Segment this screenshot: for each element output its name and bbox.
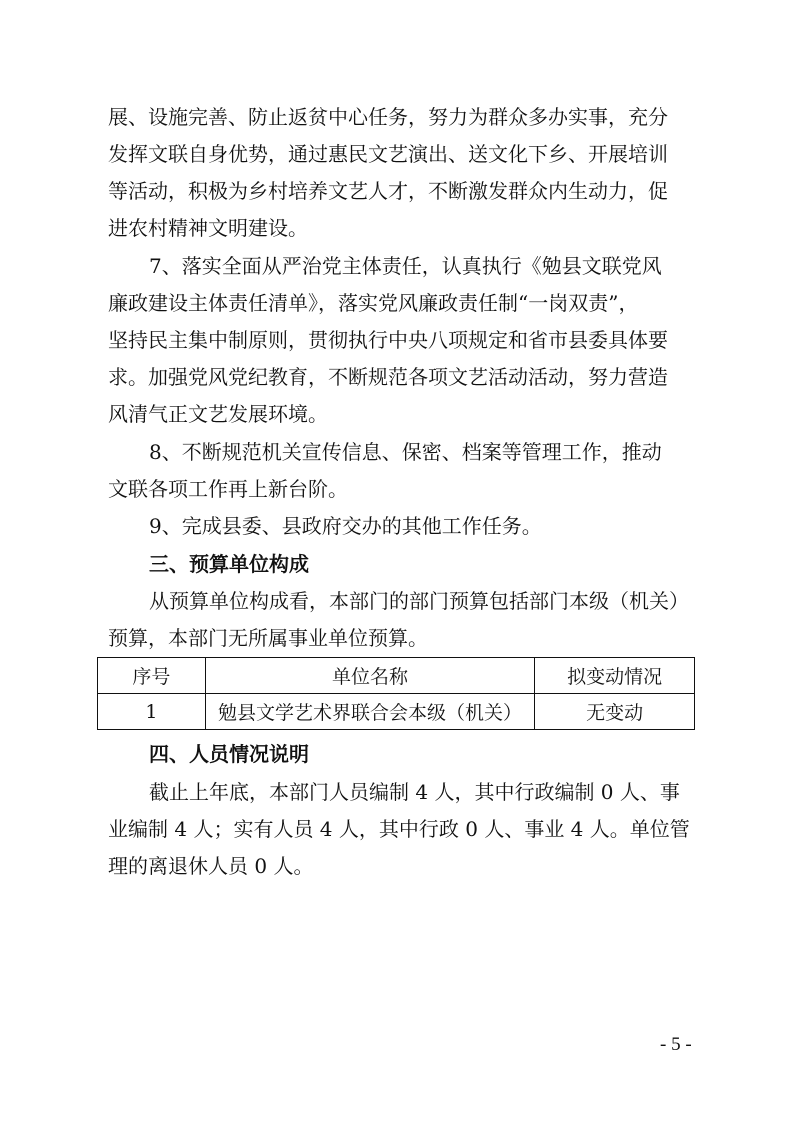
text-line: 8、不断规范机关宣传信息、保密、档案等管理工作，推动 bbox=[149, 440, 662, 464]
text-line: 求。加强党风党纪教育，不断规范各项文艺活动活动，努力营造 bbox=[108, 365, 668, 389]
text-line: 从预算单位构成看，本部门的部门预算包括部门本级（机关） bbox=[149, 589, 689, 613]
text-line: 业编制 4 人；实有人员 4 人，其中行政 0 人、事业 4 人。单位管 bbox=[108, 817, 690, 841]
paragraph-item-7 bbox=[108, 248, 698, 433]
paragraph-budget-units bbox=[108, 583, 698, 657]
table-cell: 1 bbox=[98, 694, 206, 730]
paragraph-personnel bbox=[108, 774, 698, 885]
paragraph-item-9 bbox=[108, 508, 698, 545]
paragraph-continued bbox=[108, 99, 698, 247]
text-line: 等活动，积极为乡村培养文艺人才，不断激发群众内生动力，促 bbox=[108, 179, 668, 203]
text-line: 坚持民主集中制原则，贯彻执行中央八项规定和省市县委具体要 bbox=[108, 328, 668, 352]
text-line: 廉政建设主体责任清单》，落实党风廉政责任制“一岗双责”， bbox=[108, 291, 639, 315]
text-line: 理的离退休人员 0 人。 bbox=[108, 854, 314, 878]
text-line: 风清气正文艺发展环境。 bbox=[108, 402, 328, 426]
table-header-cell: 拟变动情况 bbox=[535, 658, 695, 694]
budget-units-table bbox=[97, 657, 695, 730]
table-header-cell: 序号 bbox=[98, 658, 206, 694]
text-line: 9、完成县委、县政府交办的其他工作任务。 bbox=[149, 514, 542, 538]
section-heading-personnel: 四、人员情况说明 bbox=[149, 742, 309, 766]
table-row bbox=[98, 694, 695, 730]
table-header-cell: 单位名称 bbox=[205, 658, 534, 694]
text-line: 截止上年底，本部门人员编制 4 人，其中行政编制 0 人、事 bbox=[149, 780, 680, 804]
section-heading-budget-units: 三、预算单位构成 bbox=[149, 552, 309, 576]
table-cell: 勉县文学艺术界联合会本级（机关） bbox=[205, 694, 534, 730]
table-header-row bbox=[98, 658, 695, 694]
page-number: - 5 - bbox=[660, 1034, 692, 1055]
text-line: 展、设施完善、防止返贫中心任务，努力为群众多办实事，充分 bbox=[108, 105, 668, 129]
paragraph-item-8 bbox=[108, 434, 698, 508]
text-line: 进农村精神文明建设。 bbox=[108, 216, 308, 240]
text-line: 预算，本部门无所属事业单位预算。 bbox=[108, 626, 428, 650]
text-line: 7、落实全面从严治党主体责任，认真执行《勉县文联党风 bbox=[149, 254, 662, 278]
table-cell: 无变动 bbox=[535, 694, 695, 730]
text-line: 发挥文联自身优势，通过惠民文艺演出、送文化下乡、开展培训 bbox=[108, 142, 668, 166]
text-line: 文联各项工作再上新台阶。 bbox=[108, 477, 348, 501]
